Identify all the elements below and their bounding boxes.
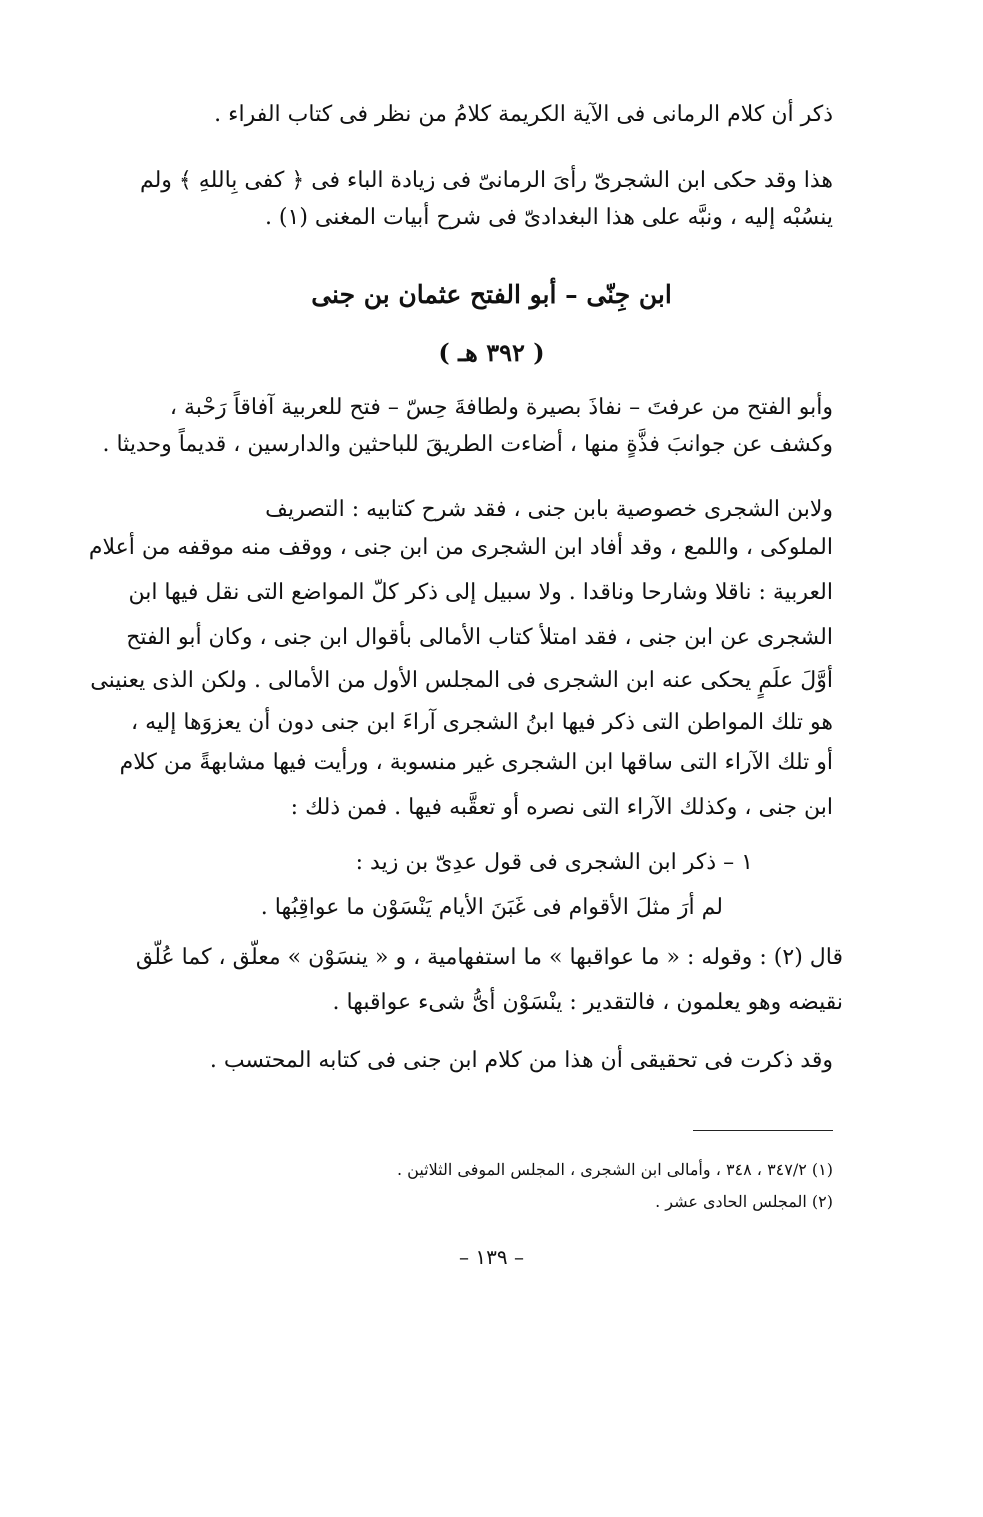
page-number: – ١٣٩ – bbox=[459, 1245, 524, 1269]
paragraph-line: ينسُبْه إليه ، ونبَّه على هذا البغدادىّ فى شرح أبيات المغنى (١) . bbox=[264, 205, 833, 230]
paragraph-line: هو تلك المواطن التى ذكر فيها ابنُ الشجرى آراءَ ابن جنى دون أن يعزوَها إليه ، bbox=[130, 710, 833, 735]
paragraph-line: ذكر أن كلام الرمانى فى الآية الكريمة كلامُ من نظر فى كتاب الفراء . bbox=[214, 102, 833, 127]
paragraph-line: أو تلك الآراء التى ساقها ابن الشجرى غير منسوبة ، ورأيت فيها مشابهةً من كلام bbox=[119, 750, 833, 775]
footnote: (١) ٣٤٧/٢ ، ٣٤٨ ، وأمالى ابن الشجرى ، المجلس الموفى الثلاثين . bbox=[397, 1160, 833, 1179]
paragraph-line: وأبو الفتح من عرفتَ – نفاذَ بصيرة ولطافةَ حِسّ – فتح للعربية آفاقاً رَحْبة ، bbox=[169, 395, 833, 420]
poem-verse: لم أرَ مثلَ الأقوام فى غَبَنَ الأيام يَنْسَوْن ما عواقِبُها . bbox=[260, 895, 723, 920]
paragraph-line: ابن جنى ، وكذلك الآراء التى نصره أو تعقَّبه فيها . فمن ذلك : bbox=[290, 795, 833, 820]
conclusion-line: وقد ذكرت فى تحقيقى أن هذا من كلام ابن جنى فى كتابه المحتسب . bbox=[209, 1048, 833, 1073]
example-intro: ١ – ذكر ابن الشجرى فى قول عدِىّ بن زيد : bbox=[355, 850, 753, 875]
section-heading: ابن جِنّى – أبو الفتح عثمان بن جنى bbox=[311, 280, 672, 309]
paragraph-line: الملوكى ، واللمع ، وقد أفاد ابن الشجرى من ابن جنى ، ووقف منه موقفه من أعلام bbox=[88, 535, 833, 560]
paragraph-line: ولابن الشجرى خصوصية بابن جنى ، فقد شرح كتابيه : التصريف bbox=[265, 497, 833, 522]
paragraph-line: وكشف عن جوانبَ فذَّةٍ منها ، أضاءت الطريقَ للباحثين والدارسين ، قديماً وحديثا . bbox=[102, 432, 833, 457]
paragraph-line: هذا وقد حكى ابن الشجرىّ رأىَ الرمانىّ فى زيادة الباء فى ﴿ كفى بِاللهِ ﴾ ولم bbox=[139, 168, 833, 193]
commentary-line: قال (٢) : وقوله : « ما عواقبها » ما استفهامية ، و « ينسَوْن » معلّق ، كما عُلّق bbox=[135, 945, 843, 970]
paragraph-line: الشجرى عن ابن جنى ، فقد امتلأ كتاب الأمالى بأقوال ابن جنى ، وكان أبو الفتح bbox=[126, 625, 833, 650]
footnote-separator bbox=[693, 1130, 833, 1131]
paragraph-line: أوَّلَ علَمٍ يحكى عنه ابن الشجرى فى المجلس الأول من الأمالى . ولكن الذى يعنينى bbox=[90, 668, 833, 693]
footnote: (٢) المجلس الحادى عشر . bbox=[655, 1192, 833, 1211]
commentary-line: نقيضه وهو يعلمون ، فالتقدير : ينْسَوْن أىُّ شىء عواقبها . bbox=[332, 990, 843, 1015]
paragraph-line: العربية : ناقلا وشارحا وناقدا . ولا سبيل إلى ذكر كلّ المواضع التى نقل فيها ابن bbox=[128, 580, 833, 605]
section-date: ( ٣٩٢ هـ ) bbox=[438, 338, 545, 367]
